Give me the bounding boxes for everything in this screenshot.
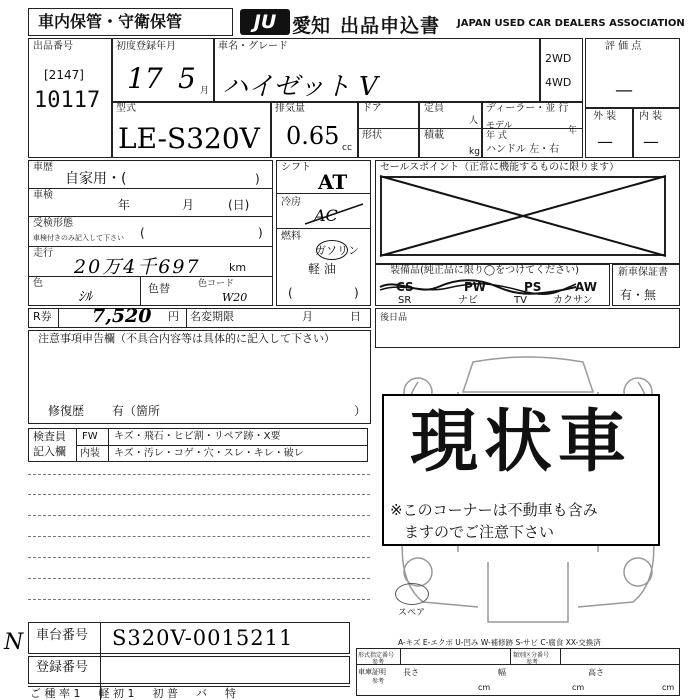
recycle-value: 7,520: [92, 305, 152, 327]
color-code-label: 色コード: [198, 279, 235, 289]
lot-label: 出品番号: [33, 41, 73, 52]
fw-text: キズ・飛石・ヒビ割・リペア跡・X要: [114, 431, 281, 442]
status-stamp-note2: ますのでご注意下さい: [404, 523, 555, 541]
write-line: [28, 515, 370, 516]
cert-length: 長さ: [403, 668, 419, 677]
displacement-label: 排気量: [275, 103, 305, 114]
registration-month-unit: 月: [200, 86, 210, 96]
capacity-label: 定員: [424, 103, 444, 114]
registration-label: 初度登録年月: [116, 41, 176, 52]
exterior-value: —: [597, 132, 613, 151]
recycle-label: R券: [33, 310, 52, 323]
inspector-label1: 検査員: [33, 430, 66, 443]
chassis-value: S320V-0015211: [112, 626, 294, 650]
doc-title: 出品申込書: [340, 15, 441, 37]
reg-number-label: 登録番号: [36, 660, 89, 675]
inspector-label2: 記入欄: [33, 445, 66, 458]
cert-ref-1: 参考: [372, 659, 385, 666]
handle-label: ハンドル 左・右: [486, 144, 560, 155]
cert-form-label: 形式指定番号: [358, 652, 395, 659]
name-change-day: 日: [350, 310, 361, 323]
in-label: 内装: [80, 448, 100, 459]
drive-4wd: 4WD: [545, 76, 572, 89]
fuel-diesel: 軽 油: [308, 262, 336, 276]
model-value: LE-S320V: [118, 122, 260, 155]
model-year-unit: 年: [568, 126, 578, 136]
interior-value: —: [643, 132, 659, 151]
equip-sr: SR: [398, 295, 412, 306]
model-year-label2: 年 式: [486, 131, 507, 141]
exterior-label: 外 装: [593, 111, 617, 122]
after-notes-box: [375, 308, 680, 348]
write-line: [28, 599, 370, 600]
shape-label: 形状: [362, 130, 382, 141]
repair-label: 修復歴: [48, 404, 85, 418]
status-stamp-note1: ※このコーナーは不動車も含み: [390, 501, 598, 519]
warranty-label: 新車保証書: [618, 267, 668, 278]
fuel-open: (: [288, 286, 293, 300]
equip-aw: AW: [575, 280, 597, 294]
mileage-value: 20万4千697: [74, 256, 201, 278]
cert-ref-3: 参考: [372, 678, 385, 685]
cert-cm-1: cm: [478, 683, 491, 692]
interior-label: 内 装: [639, 111, 663, 122]
color-code-value: W20: [222, 291, 248, 304]
cert-cm-3: cm: [662, 683, 675, 692]
lot-code: [2147]: [44, 68, 84, 82]
rating-value: —: [615, 80, 633, 101]
form-note: 車検付きのみ記入して下さい: [33, 234, 124, 242]
equipment-label: 装備品(純正品に限り◯をつけてください): [390, 265, 579, 276]
car-name-value: ハイゼット V: [222, 72, 378, 102]
equip-navi: ナビ: [458, 295, 478, 306]
sales-point-label: セールスポイント（正常に機能するものに限ります）: [380, 162, 620, 173]
equipment-scribble: [378, 278, 578, 296]
fuel-circle: [316, 240, 348, 260]
write-line: [28, 494, 370, 495]
form-label: 受検形態: [33, 218, 73, 229]
color-change-label: 色替: [148, 282, 170, 295]
storage-label: 車内保管・守衛保管: [38, 12, 183, 31]
drive-2wd: 2WD: [545, 52, 572, 65]
damage-legend: A-キズ E-エクボ U-凹み W-補修跡 S-サビ C-腐食 XX-交換済: [398, 638, 601, 647]
ac-value: AC: [314, 206, 338, 225]
warranty-value: 有・無: [620, 288, 657, 302]
after-notes-label: 後日品: [380, 313, 408, 323]
inspection-day: (日): [228, 198, 250, 212]
capacity-unit: 人: [469, 116, 479, 126]
spare-label: スペア: [398, 608, 426, 618]
model-label: 型式: [116, 103, 136, 114]
registration-year: 17: [127, 62, 163, 95]
write-line: [28, 536, 370, 537]
equip-kakusan: カクサン: [553, 295, 593, 306]
repair-value: 有（箇所: [112, 404, 161, 418]
form-close: ): [258, 226, 263, 240]
shift-label: シフト: [281, 162, 311, 173]
cert-width: 幅: [498, 668, 506, 677]
ac-strike: [305, 200, 365, 226]
history-label: 車歴: [33, 162, 53, 173]
color-label: 色: [33, 278, 43, 289]
status-stamp-title: 現状車: [409, 403, 632, 482]
equip-ps: PS: [524, 280, 542, 294]
name-change-label: 名変期限: [190, 310, 234, 323]
color-value: ｼﾙ: [78, 289, 92, 305]
sales-point-x: [380, 176, 666, 256]
cert-class-label: 類別区分番号: [513, 652, 550, 659]
cert-size-label: 車庫証明: [358, 668, 386, 676]
spare-circle: [395, 583, 429, 605]
car-name-label: 車名・グレード: [218, 41, 288, 52]
history-value: 自家用・(: [65, 171, 127, 187]
margin-mark: N: [4, 630, 24, 655]
rating-label: 評 価 点: [605, 41, 642, 52]
in-text: キズ・汚レ・コゲ・穴・スレ・キレ・破レ: [114, 448, 304, 459]
displacement-value: 0.65: [286, 122, 340, 150]
org-name: 愛知: [292, 15, 331, 37]
door-label: ドア: [362, 103, 382, 114]
dealer-label: ディーラー・並 行: [486, 103, 569, 114]
load-label: 積載: [424, 130, 444, 141]
fw-label: FW: [82, 431, 98, 442]
fuel-label: 燃料: [281, 231, 301, 242]
load-unit: kg: [469, 147, 480, 157]
inspection-month-unit: 月: [182, 198, 195, 212]
equip-tv: TV: [514, 295, 527, 306]
write-line: [28, 557, 370, 558]
equip-cs: CS: [396, 280, 414, 294]
displacement-unit: cc: [342, 143, 352, 153]
registration-month: 5: [178, 62, 196, 95]
cert-cm-2: cm: [572, 683, 585, 692]
form-open: (: [140, 226, 145, 240]
model-year-label1: モデル: [486, 121, 513, 131]
lot-number: 10117: [34, 88, 101, 113]
write-line: [28, 474, 370, 475]
repair-close: ）: [354, 404, 367, 418]
inspection-label: 車検: [33, 190, 53, 201]
cert-height: 高さ: [588, 668, 604, 677]
recycle-unit: 円: [168, 310, 179, 323]
chassis-label: 車台番号: [36, 628, 89, 643]
shift-value: AT: [318, 170, 348, 194]
fuel-gasoline: ガソリン: [315, 244, 359, 257]
equip-pw: PW: [464, 280, 487, 294]
mileage-label: 走行: [33, 248, 53, 259]
cert-ref-2: 参考: [526, 659, 539, 666]
fuel-close: ): [354, 286, 359, 300]
history-close: ): [255, 172, 260, 186]
ac-label: 冷房: [281, 197, 301, 208]
mileage-unit: km: [229, 261, 247, 274]
write-line: [28, 578, 370, 579]
footer-partial: ご 種 率 1 軽 初 1 初 普 バ 特: [30, 687, 236, 700]
inspection-year-unit: 年: [118, 198, 131, 212]
notes-label: 注意事項申告欄（不具合内容等は具体的に記入して下さい）: [38, 332, 335, 345]
ju-logo: JU: [240, 9, 290, 35]
name-change-month: 月: [302, 310, 313, 323]
assoc-name: JAPAN USED CAR DEALERS ASSOCIATION: [457, 18, 685, 29]
